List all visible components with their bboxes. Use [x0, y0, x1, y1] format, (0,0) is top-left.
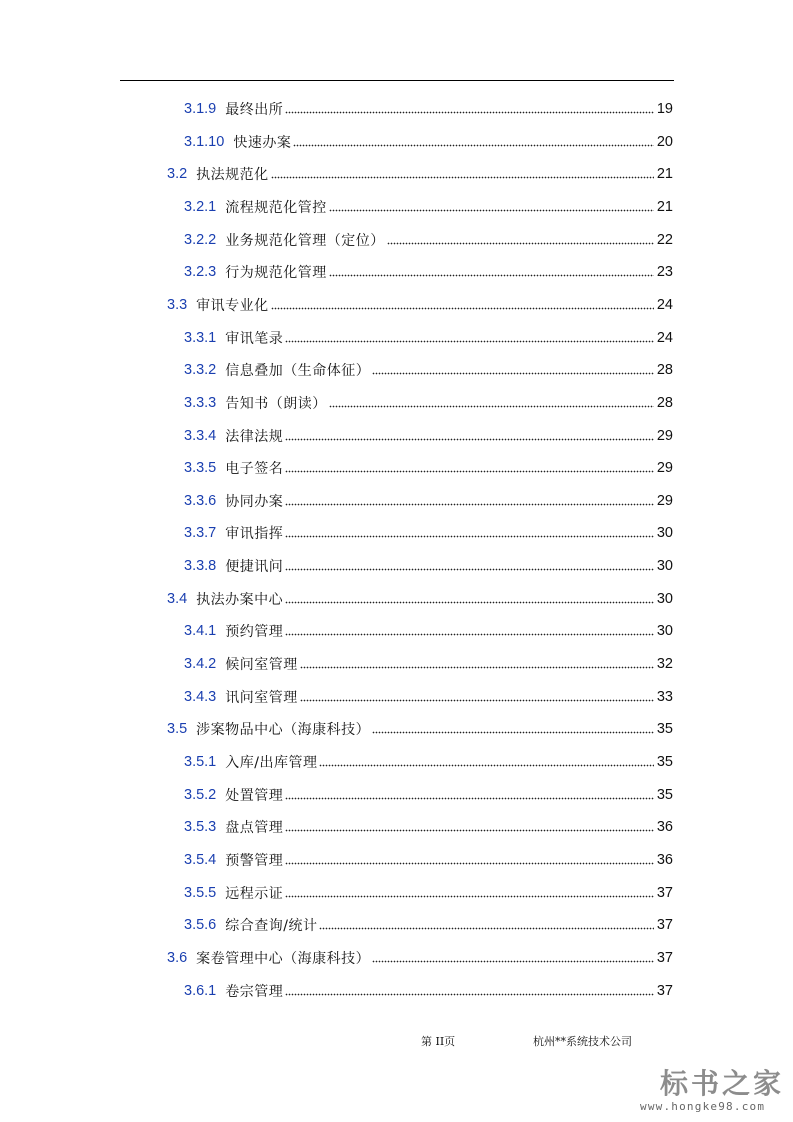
- toc-entry-page: 30: [656, 590, 673, 607]
- toc-dot-leader: [329, 397, 654, 409]
- toc-entry-title: 告知书（朗读）: [225, 395, 327, 412]
- toc-dot-leader: [285, 103, 654, 115]
- toc-entry[interactable]: [184, 519, 673, 547]
- toc-entry-title: 审讯专业化: [196, 297, 269, 314]
- footer-page-label: 第 II页: [421, 1035, 456, 1048]
- toc-entry-title: 便捷讯问: [225, 559, 284, 576]
- toc-entry-title: 行为规范化管理: [225, 265, 327, 282]
- toc-dot-leader: [285, 854, 654, 866]
- toc-entry-title: 信息叠加（生命体征）: [225, 363, 371, 380]
- toc-entry[interactable]: [184, 95, 673, 123]
- toc-dot-leader: [285, 430, 654, 442]
- toc-entry-title: 最终出所: [225, 102, 284, 118]
- toc-entry[interactable]: [184, 781, 673, 809]
- page-footer: [0, 1033, 793, 1049]
- toc-entry-number: 3.3.6: [184, 492, 217, 509]
- toc-dot-leader: [300, 658, 654, 670]
- toc-dot-leader: [271, 168, 654, 180]
- toc-dot-leader: [300, 691, 654, 703]
- toc-entry[interactable]: [184, 454, 673, 482]
- toc-dot-leader: [329, 266, 654, 278]
- toc-entry[interactable]: [184, 324, 673, 352]
- toc-entry-page: 37: [656, 917, 673, 934]
- toc-entry-number: 3.3.3: [184, 394, 217, 411]
- toc-entry-page: 35: [656, 754, 673, 770]
- toc-entry-title: 协同办案: [225, 493, 284, 510]
- footer-company: 杭州**系统技术公司: [533, 1035, 632, 1048]
- toc-entry-title: 预约管理: [225, 624, 284, 641]
- toc-entry[interactable]: [184, 879, 673, 907]
- toc-entry-page: 24: [656, 296, 673, 313]
- toc-entry-title: 执法规范化: [196, 167, 269, 184]
- toc-entry-number: 3.4: [167, 590, 188, 607]
- toc-entry[interactable]: [167, 715, 673, 743]
- toc-entry-page: 28: [656, 362, 673, 379]
- toc-entry-title: 电子签名: [225, 461, 284, 478]
- toc-entry-title: 预警管理: [225, 852, 284, 869]
- toc-entry-page: 30: [656, 558, 673, 575]
- toc-entry-title: 涉案物品中心（海康科技）: [196, 722, 371, 739]
- toc-entry[interactable]: [184, 389, 673, 417]
- toc-dot-leader: [319, 756, 654, 768]
- toc-entry-page: 30: [656, 623, 673, 640]
- watermark-url: www.hongke98.com: [640, 1100, 766, 1113]
- toc-entry[interactable]: [184, 650, 673, 678]
- toc-entry-page: 36: [656, 851, 673, 868]
- toc-entry-title: 综合查询/统计: [225, 918, 318, 935]
- toc-entry-number: 3.5.5: [184, 884, 217, 901]
- toc-entry-title: 审讯笔录: [225, 330, 284, 347]
- toc-entry-title: 入库/出库管理: [225, 755, 318, 771]
- toc-entry-title: 案卷管理中心（海康科技）: [196, 950, 371, 967]
- toc-entry-title: 流程规范化管控: [225, 199, 327, 216]
- toc-dot-leader: [285, 985, 654, 997]
- watermark-title: 标书之家: [660, 1067, 785, 1100]
- toc-entry-number: 3.3.2: [184, 362, 217, 379]
- toc-entry-page: 37: [656, 884, 673, 901]
- toc-entry-page: 35: [656, 721, 673, 738]
- toc-entry-number: 3.3.8: [184, 558, 217, 575]
- toc-entry-page: 19: [656, 101, 673, 117]
- toc-entry[interactable]: [184, 487, 673, 515]
- toc-dot-leader: [329, 201, 654, 213]
- toc-entry-page: 21: [656, 166, 673, 183]
- toc-dot-leader: [285, 462, 654, 474]
- toc-entry[interactable]: [184, 813, 673, 841]
- toc-entry-number: 3.5.4: [184, 851, 217, 868]
- toc-entry[interactable]: [167, 944, 673, 972]
- toc-entry-page: 29: [656, 492, 673, 509]
- toc-dot-leader: [271, 299, 654, 311]
- toc-entry[interactable]: [184, 226, 673, 254]
- toc-entry[interactable]: [184, 356, 673, 384]
- toc-entry[interactable]: [184, 552, 673, 580]
- toc-entry-page: 28: [656, 394, 673, 411]
- toc-entry-page: 22: [656, 231, 673, 248]
- toc-entry-title: 法律法规: [225, 428, 284, 445]
- toc-dot-leader: [319, 919, 654, 931]
- toc-entry-page: 23: [656, 264, 673, 281]
- toc-entry-page: 36: [656, 819, 673, 836]
- toc-entry-number: 3.3.4: [184, 427, 217, 444]
- toc-entry-page: 29: [656, 460, 673, 477]
- toc-entry-title: 执法办案中心: [196, 591, 284, 608]
- toc-entry-page: 32: [656, 656, 673, 673]
- toc-entry-number: 3.3: [167, 296, 188, 313]
- toc-entry-title: 远程示证: [225, 885, 284, 902]
- toc-dot-leader: [285, 560, 654, 572]
- toc-entry-page: 37: [656, 949, 673, 966]
- toc-entry-page: 20: [656, 133, 673, 150]
- toc-entry[interactable]: [184, 977, 673, 1005]
- toc-dot-leader: [372, 723, 654, 735]
- watermark: [640, 1062, 790, 1117]
- toc-entry-number: 3.6.1: [184, 982, 217, 999]
- toc-dot-leader: [285, 593, 654, 605]
- toc-entry[interactable]: [184, 258, 673, 286]
- toc-entry-number: 3.5.6: [184, 917, 217, 934]
- toc-dot-leader: [285, 789, 654, 801]
- toc-entry-number: 3.1.10: [184, 133, 225, 150]
- toc-entry[interactable]: [184, 748, 673, 776]
- toc-dot-leader: [285, 332, 654, 344]
- toc-entry-number: 3.1.9: [184, 101, 217, 117]
- toc-entry-number: 3.4.3: [184, 688, 217, 705]
- toc-entry-title: 快速办案: [233, 134, 292, 151]
- toc-entry-title: 盘点管理: [225, 820, 284, 837]
- toc-entry[interactable]: [167, 291, 673, 319]
- toc-entry-number: 3.4.2: [184, 656, 217, 673]
- toc-entry-number: 3.2.1: [184, 198, 217, 215]
- header-rule: [120, 80, 674, 81]
- toc-entry-title: 讯问室管理: [225, 689, 298, 706]
- toc-dot-leader: [372, 364, 654, 376]
- toc-entry-number: 3.2.3: [184, 264, 217, 281]
- toc-dot-leader: [387, 234, 654, 246]
- toc-entry-number: 3.5.2: [184, 786, 217, 803]
- toc-entry[interactable]: [184, 193, 673, 221]
- toc-entry-page: 24: [656, 329, 673, 346]
- toc-entry-number: 3.2.2: [184, 231, 217, 248]
- toc-entry-number: 3.5.3: [184, 819, 217, 836]
- toc-entry-number: 3.5.1: [184, 754, 217, 770]
- toc-entry[interactable]: [167, 160, 673, 188]
- toc-entry-page: 35: [656, 786, 673, 803]
- toc-dot-leader: [285, 495, 654, 507]
- toc-entry-number: 3.3.5: [184, 460, 217, 477]
- toc-entry-number: 3.5: [167, 721, 188, 738]
- toc-entry-number: 3.3.7: [184, 525, 217, 542]
- toc-entry-number: 3.2: [167, 166, 188, 183]
- toc-entry-page: 21: [656, 198, 673, 215]
- toc-entry-number: 3.4.1: [184, 623, 217, 640]
- toc-entry[interactable]: [184, 617, 673, 645]
- toc-entry[interactable]: [184, 422, 673, 450]
- toc-entry[interactable]: [184, 911, 673, 939]
- toc-dot-leader: [293, 136, 654, 148]
- toc-entry-title: 业务规范化管理（定位）: [225, 232, 385, 249]
- toc-entry-title: 审讯指挥: [225, 526, 284, 543]
- toc-entry[interactable]: [167, 585, 673, 613]
- toc-dot-leader: [285, 527, 654, 539]
- toc-entry-number: 3.6: [167, 949, 188, 966]
- toc-entry[interactable]: [184, 846, 673, 874]
- toc-dot-leader: [285, 625, 654, 637]
- toc-dot-leader: [285, 821, 654, 833]
- toc-entry-title: 卷宗管理: [225, 983, 284, 1000]
- toc-dot-leader: [285, 887, 654, 899]
- toc-entry-page: 29: [656, 427, 673, 444]
- toc-entry-page: 37: [656, 982, 673, 999]
- toc-entry[interactable]: [184, 128, 673, 156]
- toc-entry-number: 3.3.1: [184, 329, 217, 346]
- toc-entry-title: 候问室管理: [225, 657, 298, 674]
- toc-entry[interactable]: [184, 683, 673, 711]
- toc-entry-page: 30: [656, 525, 673, 542]
- toc-dot-leader: [372, 952, 654, 964]
- toc-entry-page: 33: [656, 688, 673, 705]
- toc-entry-title: 处置管理: [225, 787, 284, 804]
